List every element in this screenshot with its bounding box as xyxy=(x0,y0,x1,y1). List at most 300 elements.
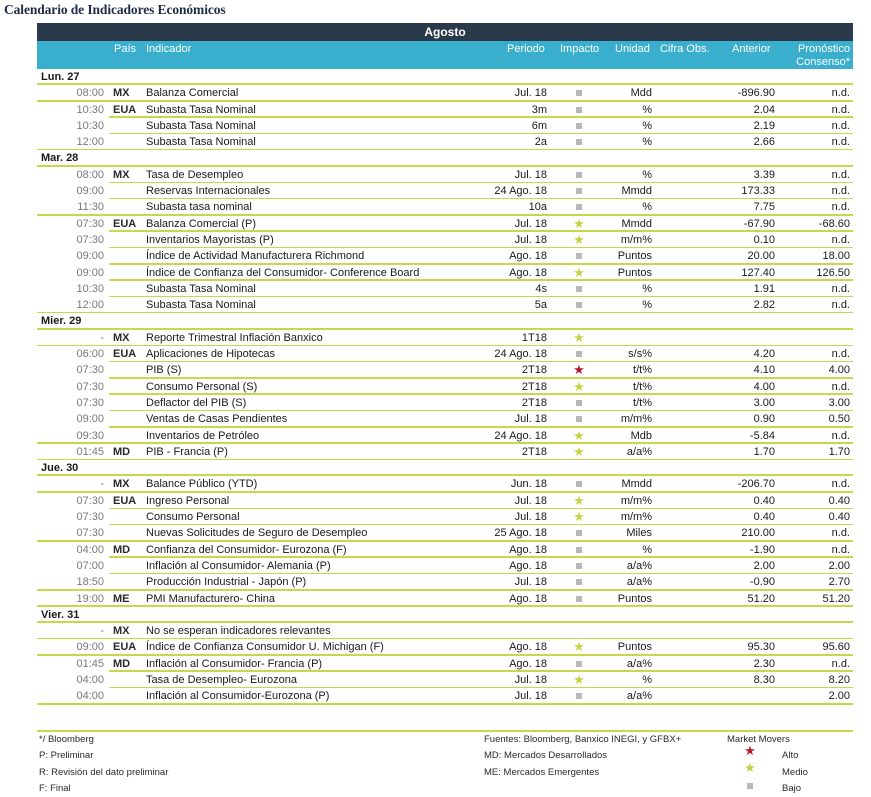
time-cell: - xyxy=(100,625,104,638)
footer-source: ME: Mercados Emergentes xyxy=(484,767,600,778)
table-row xyxy=(37,444,853,460)
day-label: Jue. 30 xyxy=(41,462,79,475)
impact-medio-star-icon: ★ xyxy=(573,443,585,459)
footer-note: */ Bloomberg xyxy=(39,734,94,745)
period-cell: Jul. 18 xyxy=(514,233,547,246)
month-header: Agosto xyxy=(37,23,853,41)
period-cell: 2T18 xyxy=(521,364,547,377)
impact-bajo-icon xyxy=(576,563,582,569)
previous-cell: 3.00 xyxy=(753,396,775,409)
table-row xyxy=(37,216,853,232)
table-row xyxy=(37,346,853,362)
previous-cell: 2.66 xyxy=(753,136,775,149)
indicator-cell: Balance Público (YTD) xyxy=(146,478,258,491)
table-row xyxy=(37,297,853,313)
day-label: Vier. 31 xyxy=(41,608,80,621)
period-cell: 2a xyxy=(534,136,547,149)
unit-cell: Puntos xyxy=(617,641,652,654)
table-row xyxy=(37,688,853,704)
col-cifra: Cifra Obs. xyxy=(660,43,710,55)
period-cell: Jul. 18 xyxy=(514,168,547,181)
unit-cell: Mdb xyxy=(630,429,652,442)
footer xyxy=(37,730,853,797)
impact-bajo-icon xyxy=(576,481,582,487)
time-cell: - xyxy=(100,331,104,344)
previous-cell: -67.90 xyxy=(743,217,775,230)
period-cell: 2T18 xyxy=(521,445,547,458)
table-row xyxy=(37,330,853,346)
forecast-cell: n.d. xyxy=(831,233,850,246)
previous-cell: 1.91 xyxy=(753,282,775,295)
impact-bajo-icon xyxy=(576,107,582,113)
country-cell: EUA xyxy=(113,103,137,116)
unit-cell: t/t% xyxy=(633,364,652,377)
day-header xyxy=(37,69,853,85)
forecast-cell: 18.00 xyxy=(822,250,850,263)
time-cell: 09:00 xyxy=(76,185,104,198)
unit-cell: % xyxy=(642,673,652,686)
previous-cell: 173.33 xyxy=(741,185,775,198)
time-cell: 07:30 xyxy=(76,511,104,524)
period-cell: Jul. 18 xyxy=(514,87,547,100)
unit-cell: t/t% xyxy=(633,380,652,393)
table-row xyxy=(37,85,853,101)
forecast-cell: 2.70 xyxy=(828,576,850,589)
impact-medio-star-icon: ★ xyxy=(573,231,585,247)
unit-cell: a/a% xyxy=(626,559,652,572)
time-cell: 09:30 xyxy=(76,429,104,442)
indicator-cell: Producción Industrial - Japón (P) xyxy=(146,576,307,589)
indicator-cell: Deflactor del PIB (S) xyxy=(146,396,247,409)
table-row xyxy=(37,525,853,541)
country-cell: MX xyxy=(113,331,130,344)
previous-cell: -896.90 xyxy=(737,87,775,100)
country-cell: MD xyxy=(113,445,131,458)
previous-cell: 127.40 xyxy=(741,266,775,279)
impact-bajo-icon xyxy=(576,90,582,96)
indicator-cell: Subasta Tasa Nominal xyxy=(146,299,256,312)
time-cell: 10:30 xyxy=(76,119,104,132)
impact-bajo-icon xyxy=(576,351,582,357)
time-cell: 10:30 xyxy=(76,103,104,116)
forecast-cell: 95.60 xyxy=(822,641,850,654)
indicator-cell: PIB (S) xyxy=(146,364,182,377)
legend-title: Market Movers xyxy=(727,734,790,745)
period-cell: Ago. 18 xyxy=(509,657,547,670)
impact-cell xyxy=(567,396,591,411)
previous-cell: -5.84 xyxy=(749,429,775,442)
indicator-cell: Aplicaciones de Hipotecas xyxy=(146,348,276,361)
unit-cell: m/m% xyxy=(620,233,652,246)
footer-source: MD: Mercados Desarrollados xyxy=(484,750,608,761)
previous-cell: 4.00 xyxy=(753,380,775,393)
forecast-cell: 3.00 xyxy=(828,396,850,409)
day-header xyxy=(37,313,853,329)
impact-cell xyxy=(567,412,591,427)
table-row xyxy=(37,574,853,590)
previous-cell: -0.90 xyxy=(749,576,775,589)
col-pronostico xyxy=(777,43,850,69)
row-separator xyxy=(37,703,853,705)
impact-bajo-icon xyxy=(576,188,582,194)
legend-bajo-icon xyxy=(743,779,757,792)
time-cell: 07:30 xyxy=(76,396,104,409)
impact-cell xyxy=(567,103,591,118)
forecast-cell: n.d. xyxy=(831,282,850,295)
unit-cell: % xyxy=(642,299,652,312)
country-cell: MD xyxy=(113,543,131,556)
period-cell: Ago. 18 xyxy=(509,266,547,279)
forecast-cell: 8.20 xyxy=(828,673,850,686)
unit-cell: Mmdd xyxy=(621,185,652,198)
indicator-cell: Índice de Actividad Manufacturera Richmond xyxy=(146,250,365,263)
impact-cell xyxy=(567,119,591,134)
impact-bajo-icon xyxy=(576,661,582,667)
unit-cell: Puntos xyxy=(617,592,652,605)
table-row xyxy=(37,183,853,199)
table-row xyxy=(37,134,853,150)
time-cell: 06:00 xyxy=(76,348,104,361)
table-row xyxy=(37,591,853,607)
forecast-cell: n.d. xyxy=(831,380,850,393)
period-cell: Jul. 18 xyxy=(514,673,547,686)
unit-cell: a/a% xyxy=(626,576,652,589)
country-cell: EUA xyxy=(113,217,137,230)
country-cell: ME xyxy=(113,592,130,605)
unit-cell: Mmdd xyxy=(621,217,652,230)
country-cell: EUA xyxy=(113,348,137,361)
impact-bajo-icon xyxy=(576,139,582,145)
table-row xyxy=(37,672,853,688)
impact-medio-star-icon: ★ xyxy=(573,215,585,231)
day-label: Mar. 28 xyxy=(41,152,79,165)
previous-cell: 0.40 xyxy=(753,511,775,524)
indicator-cell: Inventarios Mayoristas (P) xyxy=(146,233,274,246)
country-cell: MX xyxy=(113,625,130,638)
unit-cell: % xyxy=(642,119,652,132)
impact-cell xyxy=(567,249,591,264)
impact-bajo-icon xyxy=(576,302,582,308)
time-cell: 07:30 xyxy=(76,364,104,377)
forecast-cell: n.d. xyxy=(831,478,850,491)
time-cell: 07:30 xyxy=(76,527,104,540)
country-cell: EUA xyxy=(113,641,137,654)
indicator-cell: Subasta Tasa Nominal xyxy=(146,136,256,149)
table-row xyxy=(37,395,853,411)
period-cell: Jul. 18 xyxy=(514,576,547,589)
impact-bajo-icon xyxy=(576,530,582,536)
previous-cell: 0.40 xyxy=(753,494,775,507)
forecast-cell: 1.70 xyxy=(828,445,850,458)
table-row xyxy=(37,265,853,281)
table-row xyxy=(37,281,853,297)
period-cell: 3m xyxy=(531,103,547,116)
col-anterior: Anterior xyxy=(732,43,771,55)
time-cell: 07:30 xyxy=(76,233,104,246)
time-cell: 11:30 xyxy=(77,201,104,214)
unit-cell: Mmdd xyxy=(621,478,652,491)
col-unidad: Unidad xyxy=(615,43,650,55)
impact-bajo-icon xyxy=(576,416,582,422)
time-cell: 09:00 xyxy=(76,266,104,279)
table-row xyxy=(37,118,853,134)
impact-bajo-icon xyxy=(576,596,582,602)
indicator-cell: Subasta tasa nominal xyxy=(146,201,252,214)
forecast-cell: n.d. xyxy=(831,119,850,132)
country-cell: MD xyxy=(113,657,131,670)
indicator-cell: Inventarios de Petróleo xyxy=(146,429,260,442)
time-cell: 10:30 xyxy=(76,282,104,295)
period-cell: 25 Ago. 18 xyxy=(494,527,547,540)
indicator-cell: No se esperan indicadores relevantes xyxy=(146,625,331,638)
col-periodo: Periodo xyxy=(507,43,545,55)
table-row xyxy=(37,232,853,248)
impact-cell xyxy=(567,135,591,150)
period-cell: Jul. 18 xyxy=(514,511,547,524)
time-cell: 12:00 xyxy=(76,299,104,312)
country-cell: EUA xyxy=(113,494,137,507)
period-cell: Ago. 18 xyxy=(509,641,547,654)
period-cell: 1T18 xyxy=(521,331,547,344)
footer-source: Fuentes: Bloomberg, Banxico INEGI, y GFBX+ xyxy=(484,734,682,745)
impact-bajo-icon xyxy=(576,253,582,259)
indicator-cell: Índice de Confianza del Consumidor- Conference Board xyxy=(146,266,420,279)
table-row xyxy=(37,411,853,427)
unit-cell: m/m% xyxy=(620,413,652,426)
unit-cell: a/a% xyxy=(626,690,652,703)
table-row xyxy=(37,362,853,378)
time-cell: 07:30 xyxy=(76,217,104,230)
impact-cell xyxy=(567,657,591,672)
time-cell: 18:50 xyxy=(76,576,104,589)
impact-cell xyxy=(567,575,591,590)
impact-bajo-icon xyxy=(576,286,582,292)
period-cell: 5a xyxy=(534,299,547,312)
impact-cell xyxy=(567,559,591,574)
previous-cell: 2.19 xyxy=(753,119,775,132)
forecast-cell: -68.60 xyxy=(818,217,850,230)
col-pronostico-line1: Pronóstico xyxy=(798,43,850,55)
col-pais: País xyxy=(114,43,137,55)
indicator-cell: Tasa de Desempleo- Eurozona xyxy=(146,673,298,686)
forecast-cell: n.d. xyxy=(831,87,850,100)
period-cell: Ago. 18 xyxy=(509,250,547,263)
time-cell: 09:00 xyxy=(76,250,104,263)
unit-cell: a/a% xyxy=(626,445,652,458)
table-row xyxy=(37,493,853,509)
impact-cell xyxy=(567,282,591,297)
impact-medio-star-icon: ★ xyxy=(573,671,585,687)
previous-cell: 8.30 xyxy=(753,673,775,686)
impact-bajo-icon xyxy=(576,693,582,699)
period-cell: 6m xyxy=(531,119,547,132)
previous-cell: -1.90 xyxy=(749,543,775,556)
indicator-cell: Ingreso Personal xyxy=(146,494,230,507)
day-header xyxy=(37,460,853,476)
impact-bajo-icon xyxy=(576,204,582,210)
period-cell: Ago. 18 xyxy=(509,559,547,572)
impact-cell xyxy=(567,347,591,362)
legend-bajo-label: Bajo xyxy=(782,783,802,794)
legend-medio-icon: ★ xyxy=(744,760,756,775)
time-cell: 01:45 xyxy=(76,657,104,670)
legend-alto-icon: ★ xyxy=(744,743,756,758)
forecast-cell: 0.40 xyxy=(828,494,850,507)
forecast-cell: n.d. xyxy=(831,543,850,556)
time-cell: 09:00 xyxy=(76,641,104,654)
impact-bajo-icon xyxy=(576,547,582,553)
day-header xyxy=(37,607,853,623)
forecast-cell: n.d. xyxy=(831,657,850,670)
period-cell: Jun. 18 xyxy=(510,478,547,491)
time-cell: 04:00 xyxy=(76,673,104,686)
unit-cell: m/m% xyxy=(620,494,652,507)
previous-cell: -206.70 xyxy=(737,478,775,491)
forecast-cell: n.d. xyxy=(831,136,850,149)
table-row xyxy=(37,102,853,118)
table-row xyxy=(37,558,853,574)
previous-cell: 2.82 xyxy=(753,299,775,312)
previous-cell: 95.30 xyxy=(747,641,775,654)
indicator-cell: Balanza Comercial (P) xyxy=(146,217,257,230)
forecast-cell: 0.40 xyxy=(828,511,850,524)
unit-cell: % xyxy=(642,282,652,295)
impact-medio-star-icon: ★ xyxy=(573,639,585,655)
impact-medio-star-icon: ★ xyxy=(573,378,585,394)
period-cell: Jul. 18 xyxy=(514,413,547,426)
time-cell: 07:30 xyxy=(76,494,104,507)
indicator-cell: Subasta Tasa Nominal xyxy=(146,282,256,295)
time-cell: 12:00 xyxy=(76,136,104,149)
impact-cell xyxy=(567,526,591,541)
calendar-rows xyxy=(37,69,853,705)
previous-cell: 51.20 xyxy=(747,592,775,605)
legend-medio-label: Medio xyxy=(782,767,808,778)
unit-cell: t/t% xyxy=(633,396,652,409)
impact-bajo-icon xyxy=(576,400,582,406)
previous-cell: 0.10 xyxy=(753,233,775,246)
time-cell: 09:00 xyxy=(76,413,104,426)
previous-cell: 4.20 xyxy=(753,348,775,361)
unit-cell: m/m% xyxy=(620,511,652,524)
footer-note: R: Revisión del dato preliminar xyxy=(39,767,169,778)
period-cell: Jul. 18 xyxy=(514,494,547,507)
impact-bajo-icon xyxy=(576,579,582,585)
period-cell: 24 Ago. 18 xyxy=(494,429,547,442)
forecast-cell: 0.50 xyxy=(828,413,850,426)
period-cell: 2T18 xyxy=(521,380,547,393)
unit-cell: % xyxy=(642,103,652,116)
time-cell: 01:45 xyxy=(76,445,104,458)
indicator-cell: PMI Manufacturero- China xyxy=(146,592,275,605)
forecast-cell: 2.00 xyxy=(828,690,850,703)
indicator-cell: Consumo Personal xyxy=(146,511,240,524)
unit-cell: Puntos xyxy=(617,250,652,263)
time-cell: 07:00 xyxy=(76,559,104,572)
footer-note: P: Preliminar xyxy=(39,750,94,761)
unit-cell: Miles xyxy=(626,527,652,540)
impact-cell xyxy=(567,689,591,704)
country-cell: MX xyxy=(113,87,130,100)
unit-cell: Puntos xyxy=(617,266,652,279)
indicator-cell: Nuevas Solicitudes de Seguro de Desempleo xyxy=(146,527,368,540)
previous-cell: 4.10 xyxy=(753,364,775,377)
indicator-cell: Inflación al Consumidor- Francia (P) xyxy=(146,657,323,670)
previous-cell: 0.90 xyxy=(753,413,775,426)
unit-cell: % xyxy=(642,201,652,214)
unit-cell: Mdd xyxy=(630,87,652,100)
time-cell: 04:00 xyxy=(76,690,104,703)
table-row xyxy=(37,428,853,444)
impact-medio-star-icon: ★ xyxy=(573,264,585,280)
indicator-cell: Subasta Tasa Nominal xyxy=(146,119,256,132)
period-cell: 4s xyxy=(535,282,547,295)
impact-cell xyxy=(567,86,591,101)
table-row xyxy=(37,379,853,395)
indicator-cell: Subasta Tasa Nominal xyxy=(146,103,256,116)
col-impacto: Impacto xyxy=(560,43,600,55)
forecast-cell: n.d. xyxy=(831,201,850,214)
table-row xyxy=(37,167,853,183)
table-row xyxy=(37,509,853,525)
previous-cell: 20.00 xyxy=(747,250,775,263)
indicator-cell: Tasa de Desempleo xyxy=(146,168,244,181)
impact-cell xyxy=(567,298,591,313)
unit-cell: % xyxy=(642,136,652,149)
previous-cell: 7.75 xyxy=(753,201,775,214)
time-cell: - xyxy=(100,478,104,491)
previous-cell: 2.04 xyxy=(753,103,775,116)
calendar-table xyxy=(37,23,853,705)
day-header xyxy=(37,150,853,166)
forecast-cell: 4.00 xyxy=(828,364,850,377)
time-cell: 08:00 xyxy=(76,168,104,181)
impact-alto-star-icon: ★ xyxy=(573,362,585,378)
page-title: Calendario de Indicadores Económicos xyxy=(4,2,226,17)
time-cell: 08:00 xyxy=(76,87,104,100)
time-cell: 04:00 xyxy=(76,543,104,556)
indicator-cell: Inflación al Consumidor-Eurozona (P) xyxy=(146,690,330,703)
col-pronostico-line2: Consenso* xyxy=(796,56,850,68)
forecast-cell: n.d. xyxy=(831,299,850,312)
indicator-cell: Índice de Confianza Consumidor U. Michigan (F) xyxy=(146,641,384,654)
forecast-cell: n.d. xyxy=(831,348,850,361)
indicator-cell: Reservas Internacionales xyxy=(146,185,271,198)
table-row xyxy=(37,639,853,655)
period-cell: Jul. 18 xyxy=(514,217,547,230)
time-cell: 19:00 xyxy=(76,592,104,605)
time-cell: 07:30 xyxy=(76,380,104,393)
country-cell: MX xyxy=(113,168,130,181)
unit-cell: s/s% xyxy=(628,348,652,361)
forecast-cell: n.d. xyxy=(831,185,850,198)
country-cell: MX xyxy=(113,478,130,491)
indicator-cell: PIB - Francia (P) xyxy=(146,445,228,458)
impact-bajo-icon xyxy=(576,172,582,178)
col-indicador: Indicador xyxy=(146,43,192,55)
forecast-cell: n.d. xyxy=(831,103,850,116)
unit-cell: % xyxy=(642,168,652,181)
forecast-cell: 126.50 xyxy=(816,266,850,279)
column-header xyxy=(37,41,853,69)
impact-cell xyxy=(567,168,591,183)
previous-cell: 1.70 xyxy=(753,445,775,458)
previous-cell: 210.00 xyxy=(741,527,775,540)
indicator-cell: Reporte Trimestral Inflación Banxico xyxy=(146,331,323,344)
unit-cell: a/a% xyxy=(626,657,652,670)
indicator-cell: Ventas de Casas Pendientes xyxy=(146,413,288,426)
table-row xyxy=(37,623,853,639)
